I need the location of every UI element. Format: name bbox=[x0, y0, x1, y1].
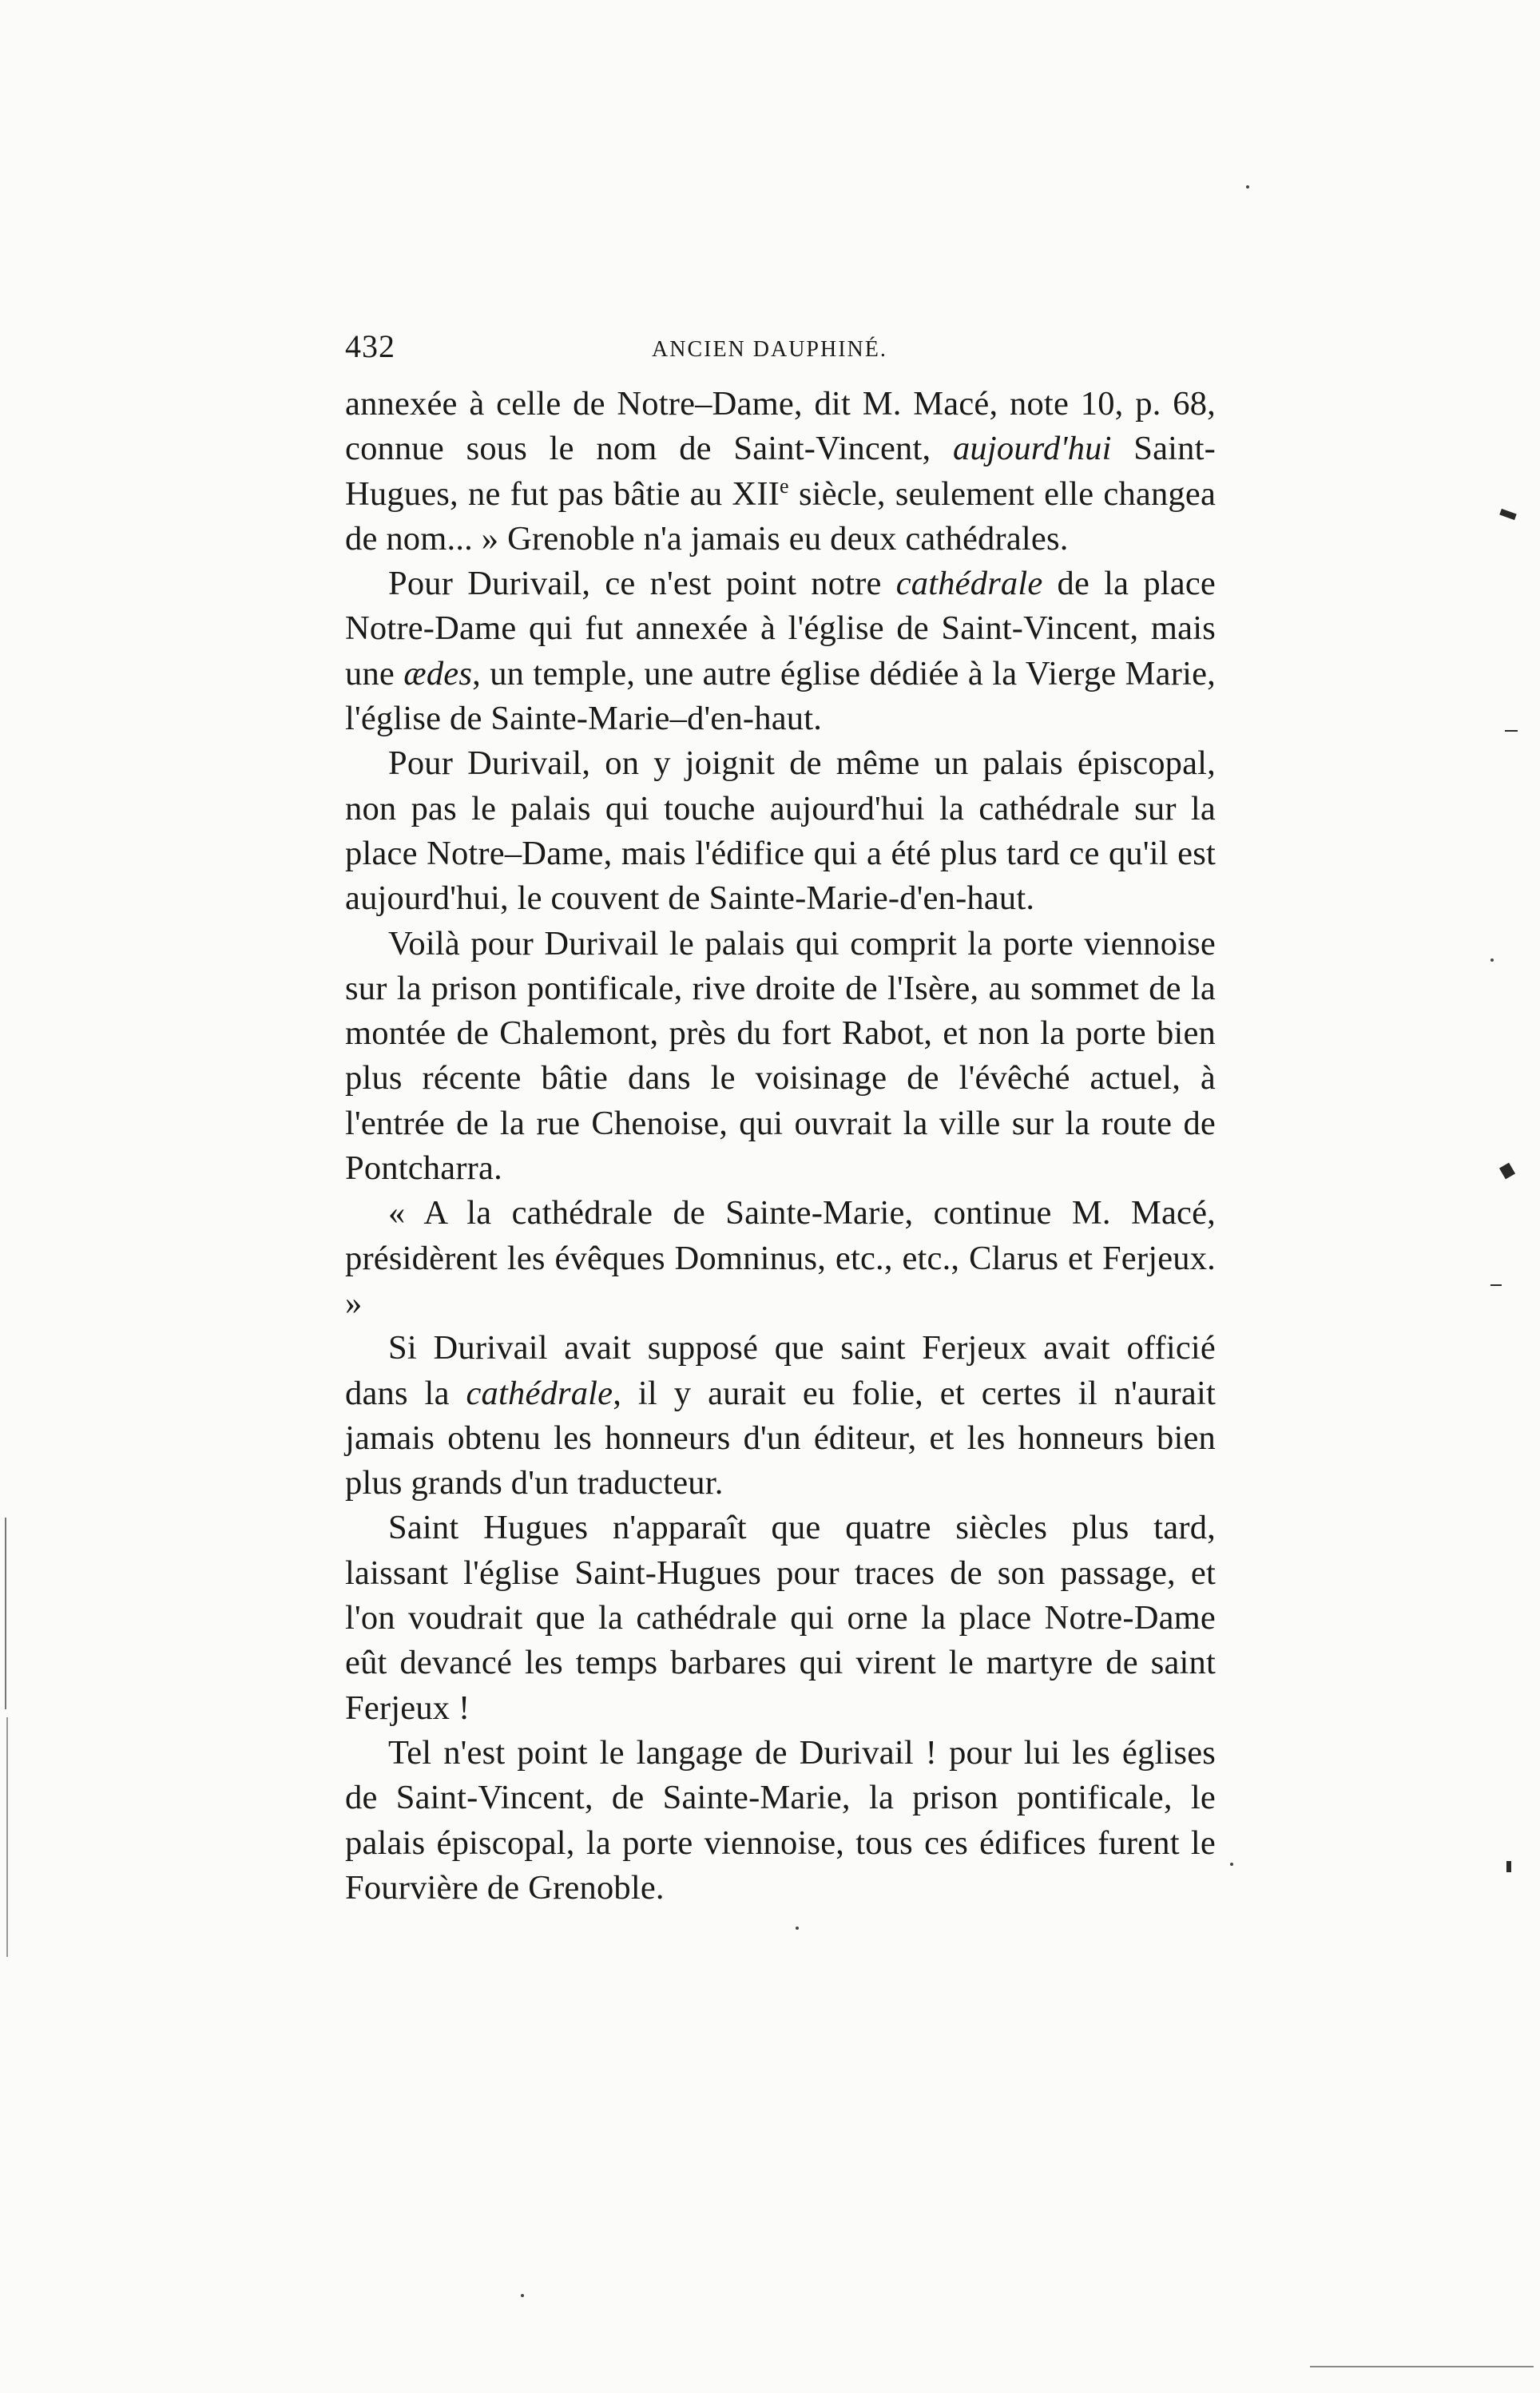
margin-dot bbox=[1230, 1863, 1233, 1866]
p1-italic: aujourd'hui bbox=[952, 430, 1112, 468]
page-number: 432 bbox=[345, 328, 395, 364]
p2-text-e: , un temple, une autre église dédiée à la Vierge Marie, l'église de Sainte-Marie–d'en-haut. bbox=[345, 654, 1216, 738]
paragraph-5: « A la cathédrale de Sainte-Marie, continue M. Macé, présidèrent les évêques Domninus, etc., etc., Clarus et Ferjeux. » bbox=[345, 1194, 1216, 1322]
p6-text-a: Si Durivail avait supposé que saint Ferjeux avait officié dans la bbox=[345, 1329, 1216, 1412]
paragraph-3: Pour Durivail, on y joignit de même un palais épiscopal, non pas le palais qui touche aujourd'hui la cathédrale sur la place Notre–Dame, mais l'édifice qui a été plus tard ce qu'il est aujourd'hui, le couvent de Sainte-Marie-d'en-haut. bbox=[345, 744, 1216, 918]
paragraph-6 bbox=[345, 1326, 1216, 1506]
p1-text-a: annexée à celle de Notre–Dame, dit M. Macé, note 10, p. 68, connue sous le nom de Saint-Vincent, bbox=[345, 385, 1216, 468]
p2-italic-cathedrale: cathédrale bbox=[895, 565, 1043, 603]
p1-text-d: siècle, seulement elle changea de nom... » Grenoble n'a jamais eu deux cathédrales. bbox=[345, 474, 1217, 558]
paragraph-8: Tel n'est point le langage de Durivail ! pour lui les églises de Saint-Vincent, de Sainte-Marie, la prison pontificale, le palais épiscopal, la porte viennoise, tous ces édifices furent le Fourvière de Grenoble. bbox=[345, 1733, 1216, 1907]
p2-text-a: Pour Durivail, ce n'est point notre bbox=[388, 565, 896, 603]
p1-text-c: Saint-Hugues, ne fut pas bâtie au XII bbox=[345, 430, 1216, 513]
margin-mark bbox=[6, 1717, 8, 1957]
margin-mark bbox=[1506, 1861, 1511, 1872]
paragraph-2 bbox=[345, 562, 1216, 741]
margin-mark bbox=[1310, 2366, 1534, 2367]
margin-mark bbox=[1505, 730, 1518, 732]
p6-text-c: , il y aurait eu folie, et certes il n'aurait jamais obtenu les honneurs d'un éditeur, et les honneurs bien plus grands d'un traducteur. bbox=[345, 1374, 1216, 1502]
margin-mark bbox=[1499, 509, 1517, 520]
page-header bbox=[345, 327, 1208, 375]
p2-italic-aedes: ædes bbox=[403, 654, 473, 693]
paragraph-7: Saint Hugues n'apparaît que quatre siècles plus tard, laissant l'église Saint-Hugues pour traces de son passage, et l'on voudrait que la cathédrale qui orne la place Notre-Dame eût devancé les temps barbares qui virent le martyre de saint Ferjeux ! bbox=[345, 1509, 1216, 1727]
running-title: ANCIEN DAUPHINÉ. bbox=[652, 337, 887, 362]
margin-dot bbox=[1246, 185, 1249, 189]
margin-dot bbox=[796, 1927, 799, 1930]
margin-mark bbox=[1499, 1163, 1515, 1180]
margin-mark bbox=[5, 1518, 6, 1709]
margin-mark bbox=[1490, 1284, 1502, 1286]
margin-dot bbox=[1490, 958, 1494, 962]
paragraph-4: Voilà pour Durivail le palais qui comprit la porte viennoise sur la prison pontificale, rive droite de l'Isère, au sommet de la montée de Chalemont, près du fort Rabot, et non la porte bien plus récente bâtie dans le voisinage de l'évêché actuel, à l'entrée de la rue Chenoise, qui ouvrait la ville sur la route de Pontcharra. bbox=[345, 924, 1216, 1188]
p1-superscript: e bbox=[780, 474, 789, 498]
p2-text-c: de la place Notre-Dame qui fut annexée à l'église de Saint-Vincent, mais une bbox=[345, 565, 1216, 693]
margin-dot bbox=[521, 2294, 524, 2297]
body-text bbox=[345, 382, 1216, 1911]
p6-italic: cathédrale bbox=[466, 1374, 613, 1412]
paragraph-1 bbox=[345, 382, 1216, 562]
